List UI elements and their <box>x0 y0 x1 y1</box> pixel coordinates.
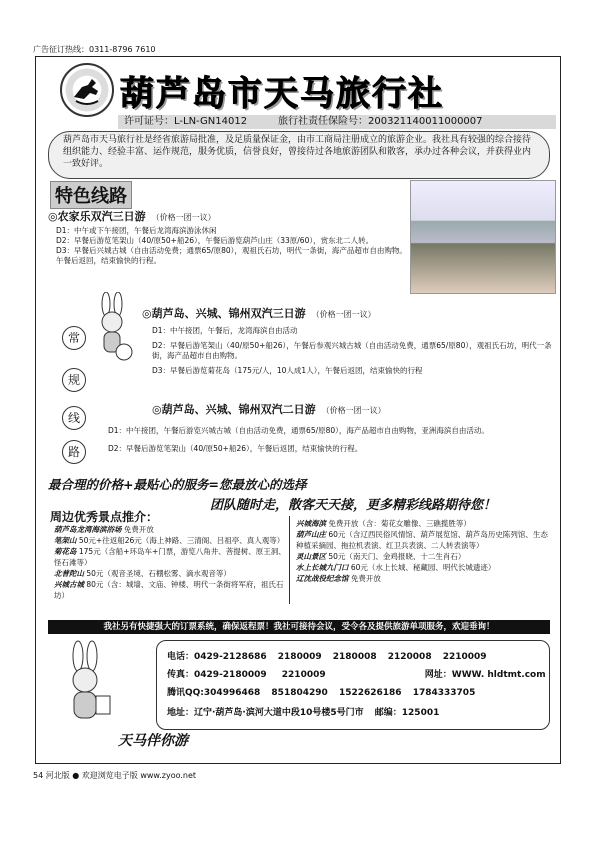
route-day: D2：早餐后游笔架山（40/原50+船26），午餐后参观兴城古城（自由活动免费，通票65/原80），观祖氏石坊，明代一条街，海产品超市自由购物。 <box>152 341 552 360</box>
spots-title: 周边优秀景点推介： <box>50 510 159 524</box>
route-title: ◎农家乐双汽三日游 <box>48 210 146 223</box>
license-bar <box>118 115 556 129</box>
route-price: （价格一团一议） <box>321 406 386 415</box>
vertical-char: 线 <box>62 406 86 430</box>
contact-box <box>156 640 550 730</box>
spot-item: 葫芦山庄 60元（含辽西民俗风情馆、葫芦展览馆、葫芦岛历史陈列馆、生态种植采摘园、拖拉机表演、红卫兵表演、二人转表演等） <box>296 530 548 550</box>
slogan-price: 最合理的价格+最贴心的服务=您最放心的选择 <box>48 477 307 492</box>
rabbit-mascot-icon <box>88 292 138 364</box>
phone-row: 电话：0429-2128686 2180009 2180008 2120008 2210009 <box>167 652 487 662</box>
spot-item: 兴城古城 80元（含：城墙、文庙、钟楼、明代一条街将军府，祖氏石坊） <box>54 580 284 600</box>
route-day: D2：早餐后游览笔架山（40/原50+船26），午餐后返团，结束愉快的行程。 <box>108 444 363 453</box>
route-title: ◎葫芦岛、兴城、锦州双汽二日游 <box>152 403 316 416</box>
route-day: D1：中午或下午接团，午餐后龙湾海滨游泳休闲 <box>56 226 217 235</box>
vertical-char: 常 <box>62 326 86 350</box>
rabbit-mascot-icon <box>52 640 118 732</box>
route-3-days <box>108 426 552 454</box>
spot-item: 水上长城九门口 60元（水上长城、秘藏园、明代长城遗迹） <box>296 563 496 572</box>
footer: 54 河北版 ● 欢迎浏览电子版 www.zyoo.net <box>33 771 197 780</box>
spot-item: 菊花岛 175元（含船+环岛车+门票，游览八角井、菩提树、原王洞、怪石滩等） <box>54 547 286 567</box>
spots-right <box>296 518 550 584</box>
route-2 <box>142 305 552 376</box>
route-day: D1：中午接团，午餐后，龙湾海滨自由活动 <box>152 326 298 335</box>
hotline: 广告征订热线：0311-8796 7610 <box>33 45 156 54</box>
route-1 <box>48 208 408 266</box>
spot-item: 辽沈战役纪念馆 免费开放 <box>296 574 381 583</box>
notice-bar: 我社另有快捷强大的订票系统，确保返程票！我社可接待会议，受令各及提供旅游单项服务，欢迎垂询！ <box>48 620 550 634</box>
route-day: D3：早餐后游览菊花岛（175元/人，10人成1人），午餐后返团，结束愉快的行程 <box>152 366 423 375</box>
page-title: 葫芦岛市天马旅行社 <box>120 74 444 114</box>
vertical-char: 规 <box>62 368 86 392</box>
address-row: 地址：辽宁·葫芦岛·滨河大道中段10号楼5号门市 邮编：125001 <box>167 708 440 718</box>
section-title: 特色线路 <box>50 181 132 209</box>
route-day: D1：中午接团，午餐后游览兴城古城（自由活动免费，通票65/原80），海产品超市自由购物，亚洲海滨自由活动。 <box>108 426 489 435</box>
island-photo <box>410 180 556 294</box>
spot-item: 兴城海滨 免费开放（含：菊花女雕像、三礁揽胜等） <box>296 519 471 528</box>
company-intro: 葫芦岛市天马旅行社是经省旅游局批准，及足质量保证金，由市工商局注册成立的旅游企业。我社具有较强的综合接待组织能力、经验丰富、运作规范，服务优质，信誉良好，曾接待过各地旅游团队和散客，承办过各种会议，并获得业内一致好评。 <box>48 131 550 179</box>
route-price: （价格一团一议） <box>311 310 376 319</box>
spot-item: 北普陀山 50元（观音圣境、石棚松雾、滴水观音等） <box>54 569 231 578</box>
license-number: 许可证号：L-LN-GN14012 <box>124 116 248 127</box>
horse-logo-icon <box>60 63 114 117</box>
route-price: （价格一团一议） <box>151 213 216 222</box>
fax-row: 传真：0429-2180009 2210009 网址：WWW. hldtmt.com <box>167 670 546 680</box>
vertical-char: 路 <box>62 440 86 464</box>
qq-row: 腾讯QQ:304996468 851804290 1522626186 1784333705 <box>167 688 476 698</box>
route-3 <box>152 401 552 417</box>
spot-item: 笔架山 50元+往返船26元（海上神路、三清阁、吕祖亭、真人观等） <box>54 536 285 545</box>
insurance-number: 旅行社责任保险号：200321140011000007 <box>278 116 483 127</box>
slogan-service: 团队随时走，散客天天接，更多精彩线路期待您！ <box>210 498 497 513</box>
route-day: D3：早餐后兴城古城（自由活动免费；通票65/原80），观祖氏石坊，明代一条街，海产品超市自由购物。午餐后返回，结束愉快的行程。 <box>56 246 407 265</box>
spot-item: 灵山景区 50元（南天门、金鸡报晓、十二生肖石） <box>296 552 466 561</box>
motto: 天马伴你游 <box>118 733 188 749</box>
spots-left <box>54 524 286 601</box>
spot-item: 葫芦岛龙湾海滨浴场 免费开放 <box>54 525 154 534</box>
route-title: ◎葫芦岛、兴城、锦州双汽三日游 <box>142 307 306 320</box>
route-day: D2：早餐后游览笔架山（40/原50+船26），午餐后游览葫芦山庄（33原/60），赏东北二人转。 <box>56 236 374 245</box>
